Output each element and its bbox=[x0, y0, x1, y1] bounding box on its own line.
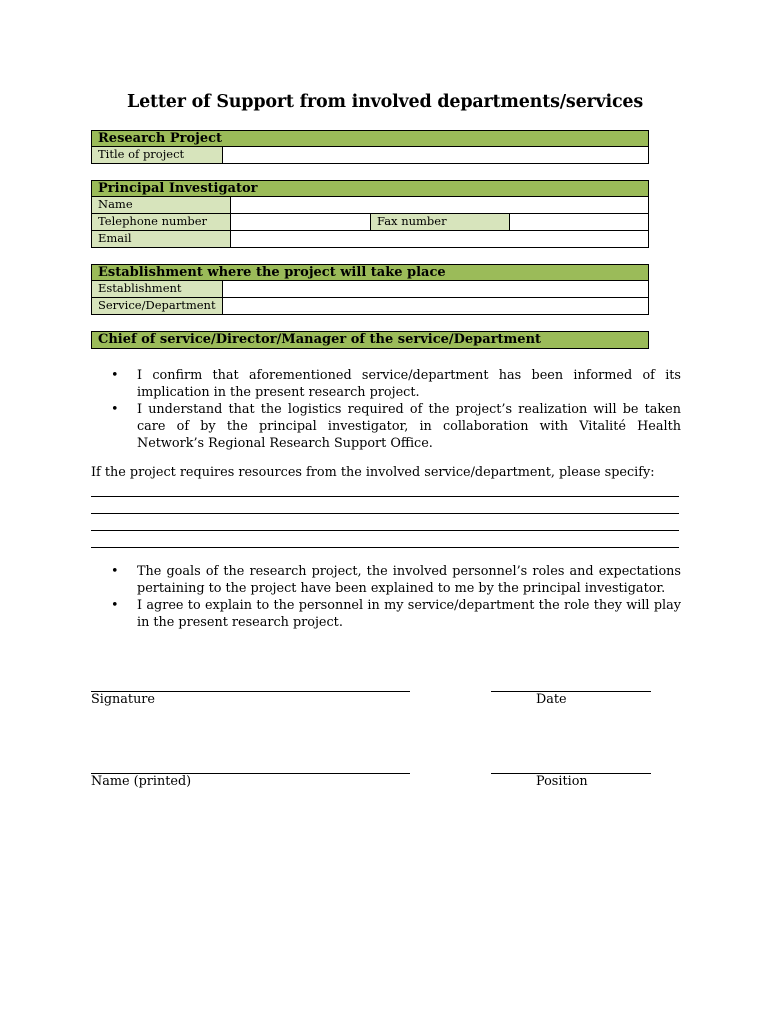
blank-line[interactable] bbox=[91, 480, 679, 497]
research-project-section bbox=[91, 130, 649, 164]
bullet-text: The goals of the research project, the involved personnel’s roles and expectations pertaining to the project have been explained to me by the principal investigator. bbox=[137, 564, 681, 596]
date-label: Date bbox=[536, 692, 567, 707]
row-establishment bbox=[91, 281, 649, 298]
agreement-bullets bbox=[91, 563, 681, 631]
field-title-of-project[interactable] bbox=[223, 147, 648, 163]
bullet-item bbox=[91, 367, 681, 401]
position-label: Position bbox=[536, 774, 588, 789]
chief-section bbox=[91, 331, 649, 349]
section-header-research-project: Research Project bbox=[91, 130, 649, 147]
label-email: Email bbox=[92, 231, 231, 247]
row-title-of-project bbox=[91, 147, 649, 164]
field-name[interactable] bbox=[231, 197, 648, 213]
row-email bbox=[91, 231, 649, 248]
label-service-department: Service/Department bbox=[92, 298, 223, 314]
bullet-item bbox=[91, 401, 681, 452]
section-header-chief: Chief of service/Director/Manager of the service/Department bbox=[91, 331, 649, 349]
label-establishment: Establishment bbox=[92, 281, 223, 297]
label-telephone-number: Telephone number bbox=[92, 214, 231, 230]
page-title: Letter of Support from involved departments/services bbox=[127, 92, 643, 112]
name-printed-label: Name (printed) bbox=[91, 774, 192, 789]
resources-blank-lines bbox=[91, 480, 681, 548]
field-email[interactable] bbox=[231, 231, 648, 247]
confirmation-bullets bbox=[91, 367, 681, 452]
blank-line[interactable] bbox=[91, 514, 679, 531]
bullet-text: I confirm that aforementioned service/department has been informed of its implication in the present research project. bbox=[137, 368, 681, 400]
establishment-section bbox=[91, 264, 649, 315]
bullet-text: I agree to explain to the personnel in my service/department the role they will play in the present research project. bbox=[137, 598, 681, 630]
blank-line[interactable] bbox=[91, 531, 679, 548]
field-establishment[interactable] bbox=[223, 281, 648, 297]
bullet-icon: • bbox=[111, 564, 119, 579]
bullet-icon: • bbox=[111, 368, 119, 383]
label-title-of-project: Title of project bbox=[92, 147, 223, 163]
field-service-department[interactable] bbox=[223, 298, 648, 314]
resources-prompt: If the project requires resources from the involved service/department, please specify: bbox=[91, 465, 655, 480]
bullet-icon: • bbox=[111, 402, 119, 417]
label-name: Name bbox=[92, 197, 231, 213]
label-fax-number: Fax number bbox=[370, 214, 510, 230]
row-service-department bbox=[91, 298, 649, 315]
section-header-establishment: Establishment where the project will take place bbox=[91, 264, 649, 281]
principal-investigator-section bbox=[91, 180, 649, 248]
section-header-principal-investigator: Principal Investigator bbox=[91, 180, 649, 197]
row-name bbox=[91, 197, 649, 214]
row-telephone-fax bbox=[91, 214, 649, 231]
bullet-text: I understand that the logistics required of the project’s realization will be taken care of by the principal investigator, in collaboration with Vitalité Health Network’s Regional Research Support Office. bbox=[137, 402, 681, 451]
signature-label: Signature bbox=[91, 692, 155, 707]
bullet-icon: • bbox=[111, 598, 119, 613]
field-telephone-number[interactable] bbox=[231, 214, 370, 230]
blank-line[interactable] bbox=[91, 497, 679, 514]
date-line[interactable] bbox=[491, 690, 651, 692]
field-fax-number[interactable] bbox=[510, 214, 648, 230]
bullet-item bbox=[91, 597, 681, 631]
bullet-item bbox=[91, 563, 681, 597]
